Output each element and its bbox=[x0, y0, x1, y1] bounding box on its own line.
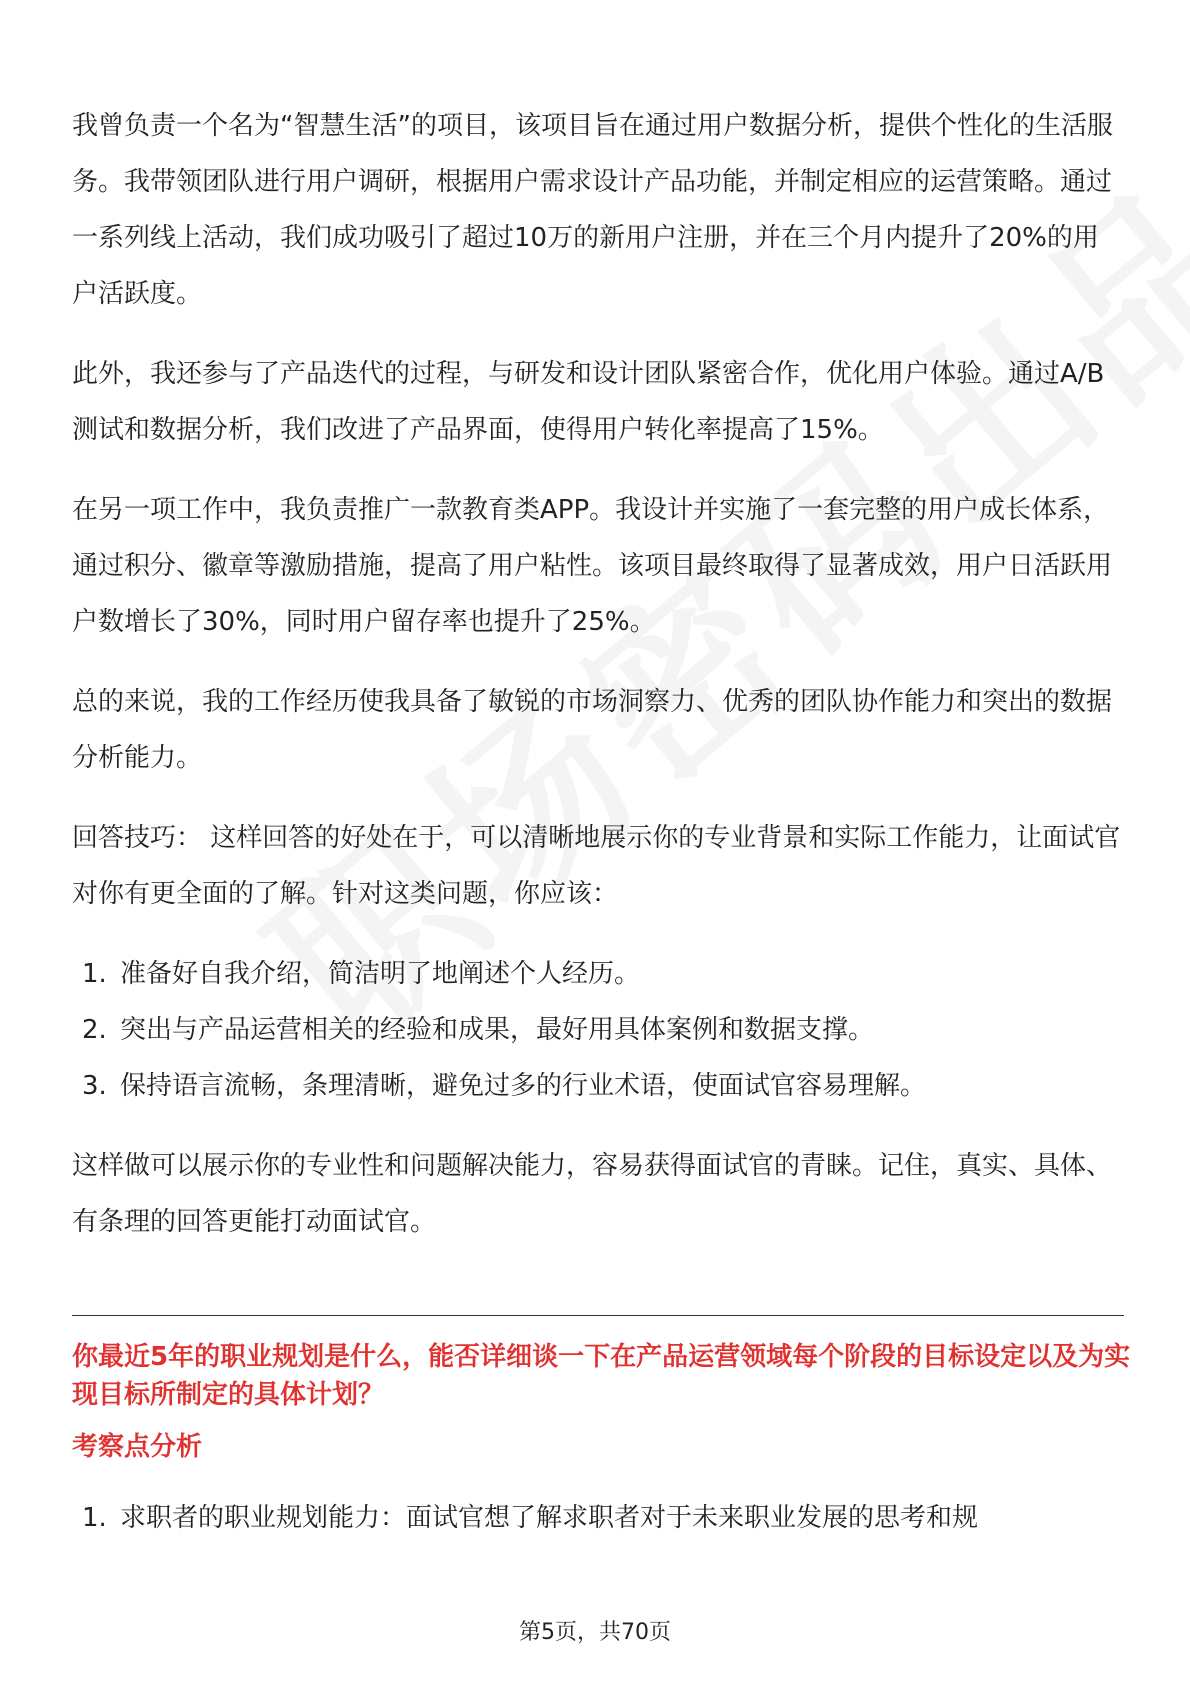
paragraph-closing: 这样做可以展示你的专业性和问题解决能力，容易获得面试官的青睐。记住，真实、具体、有条理的回答更能打动面试官。 bbox=[72, 1151, 1113, 1237]
paragraph-summary: 总的来说，我的工作经历使我具备了敏锐的市场洞察力、优秀的团队协作能力和突出的数据分析能力。 bbox=[72, 687, 1113, 773]
paragraph-project-smart-life: 我曾负责一个名为“智慧生活”的项目，该项目旨在通过用户数据分析，提供个性化的生活服务。我带领团队进行用户调研，根据用户需求设计产品功能，并制定相应的运营策略。通过一系列线上活动，我们成功吸引了超过10万的新用户注册，并在三个月内提升了20%的用户活跃度。 bbox=[72, 111, 1113, 309]
list-item bbox=[72, 1002, 1122, 1058]
list-text: 突出与产品运营相关的经验和成果，最好用具体案例和数据支撑。 bbox=[120, 1015, 875, 1045]
tips-list bbox=[72, 946, 1122, 1114]
list-text: 求职者的职业规划能力：面试官想了解求职者对于未来职业发展的思考和规 bbox=[120, 1503, 979, 1533]
question-heading: 你最近5年的职业规划是什么，能否详细谈一下在产品运营领域每个阶段的目标设定以及为实现目标所制定的具体计划？ bbox=[72, 1342, 1131, 1410]
list-text: 保持语言流畅，条理清晰，避免过多的行业术语，使面试官容易理解。 bbox=[120, 1071, 927, 1101]
list-text: 准备好自我介绍，简洁明了地阐述个人经历。 bbox=[120, 959, 641, 989]
list-item bbox=[72, 1490, 1132, 1546]
list-number: 3. bbox=[82, 1071, 107, 1101]
list-number: 2. bbox=[82, 1015, 107, 1045]
body-content bbox=[72, 98, 1122, 1274]
paragraph-education-app: 在另一项工作中，我负责推广一款教育类APP。我设计并实施了一套完整的用户成长体系，通过积分、徽章等激励措施，提高了用户粘性。该项目最终取得了显著成效，用户日活跃用户数增长了30%，同时用户留存率也提升了25%。 bbox=[72, 495, 1113, 637]
list-item bbox=[72, 946, 1122, 1002]
list-number: 1. bbox=[82, 959, 107, 989]
paragraph-answer-tips: 回答技巧： 这样回答的好处在于，可以清晰地展示你的专业背景和实际工作能力，让面试官对你有更全面的了解。针对这类问题，你应该： bbox=[72, 823, 1121, 909]
section-divider bbox=[72, 1315, 1124, 1316]
analysis-heading: 考察点分析 bbox=[72, 1432, 203, 1462]
page-footer: 第5页，共70页 bbox=[519, 1620, 671, 1645]
list-number: 1. bbox=[82, 1503, 107, 1533]
analysis-list bbox=[72, 1490, 1132, 1546]
list-item bbox=[72, 1058, 1122, 1114]
paragraph-iteration: 此外，我还参与了产品迭代的过程，与研发和设计团队紧密合作，优化用户体验。通过A/B测试和数据分析，我们改进了产品界面，使得用户转化率提高了15%。 bbox=[72, 359, 1105, 445]
